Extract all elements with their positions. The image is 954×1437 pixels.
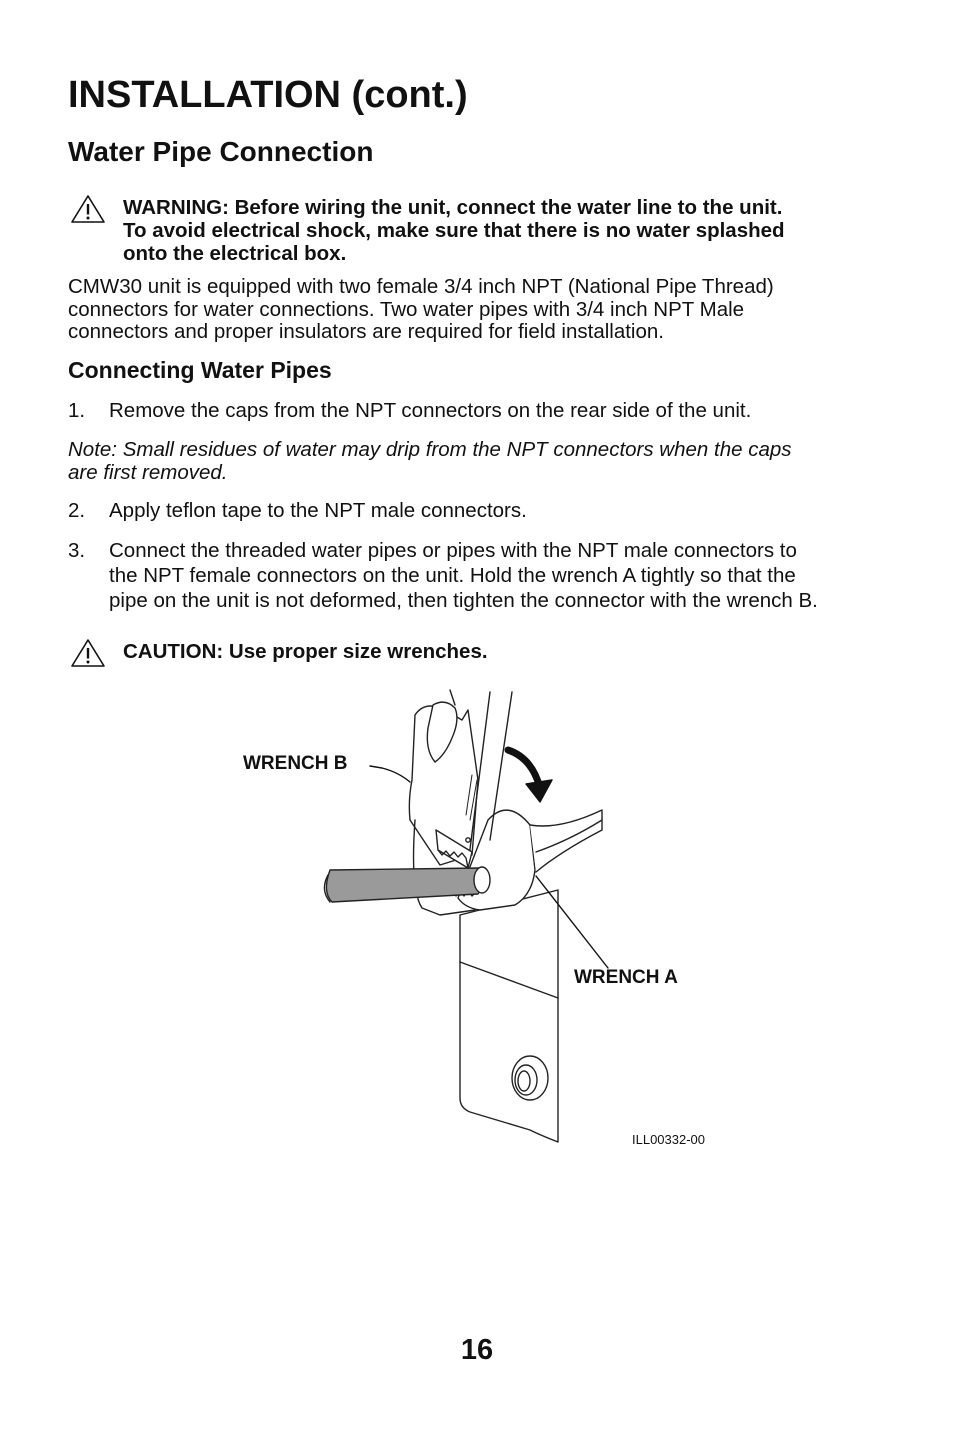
caution-text: CAUTION: Use proper size wrenches. [123, 640, 488, 663]
unit-panel [460, 890, 558, 1142]
page-number: 16 [460, 1334, 494, 1366]
step-2-number: 2. [68, 499, 86, 522]
wrench-b-leader [370, 766, 410, 782]
step-line: the NPT female connectors on the unit. Hold the wrench A tightly so that the [109, 564, 796, 587]
warning-line: onto the electrical box. [123, 242, 347, 265]
step-3-number: 3. [68, 539, 86, 562]
illustration-code: ILL00332-00 [632, 1132, 706, 1147]
subsection-title: Connecting Water Pipes [68, 357, 332, 383]
intro-line: connectors and proper insulators are required for field installation. [68, 320, 664, 343]
page-title: INSTALLATION (cont.) [68, 74, 468, 116]
section-title: Water Pipe Connection [68, 136, 374, 167]
step-2-text [109, 498, 527, 523]
step-line: Connect the threaded water pipes or pipes with the NPT male connectors to [109, 539, 797, 562]
warning-text [123, 196, 903, 265]
note-line: are first removed. [68, 460, 228, 484]
wrench-illustration [240, 680, 720, 1160]
step-line: Apply teflon tape to the NPT male connectors. [109, 499, 527, 522]
step-1-text [109, 398, 751, 423]
wrench-b-label: WRENCH B [243, 753, 348, 774]
step-1-number: 1. [68, 399, 86, 422]
bottom-connector [512, 1056, 548, 1100]
intro-line: CMW30 unit is equipped with two female 3/4 inch NPT (National Pipe Thread) [68, 275, 774, 298]
step-line: Remove the caps from the NPT connectors on the rear side of the unit. [109, 399, 752, 422]
warning-triangle-icon [70, 194, 106, 224]
warning-line: To avoid electrical shock, make sure that there is no water splashed [123, 219, 785, 242]
arrow-head [526, 780, 552, 802]
intro-line: connectors for water connections. Two water pipes with 3/4 inch NPT Male [68, 297, 745, 321]
warning-triangle-icon [70, 638, 106, 668]
warning-line: WARNING: Before wiring the unit, connect the water line to the unit. [123, 196, 783, 219]
wrench-a [458, 810, 602, 910]
wrench-a-label: WRENCH A [574, 967, 678, 988]
intro-paragraph [68, 276, 908, 344]
step-3-text [109, 538, 818, 613]
note-line: Note: Small residues of water may drip from the NPT connectors when the caps [68, 438, 792, 461]
note [68, 439, 908, 484]
step-line: pipe on the unit is not deformed, then tighten the connector with the wrench B. [109, 589, 818, 612]
